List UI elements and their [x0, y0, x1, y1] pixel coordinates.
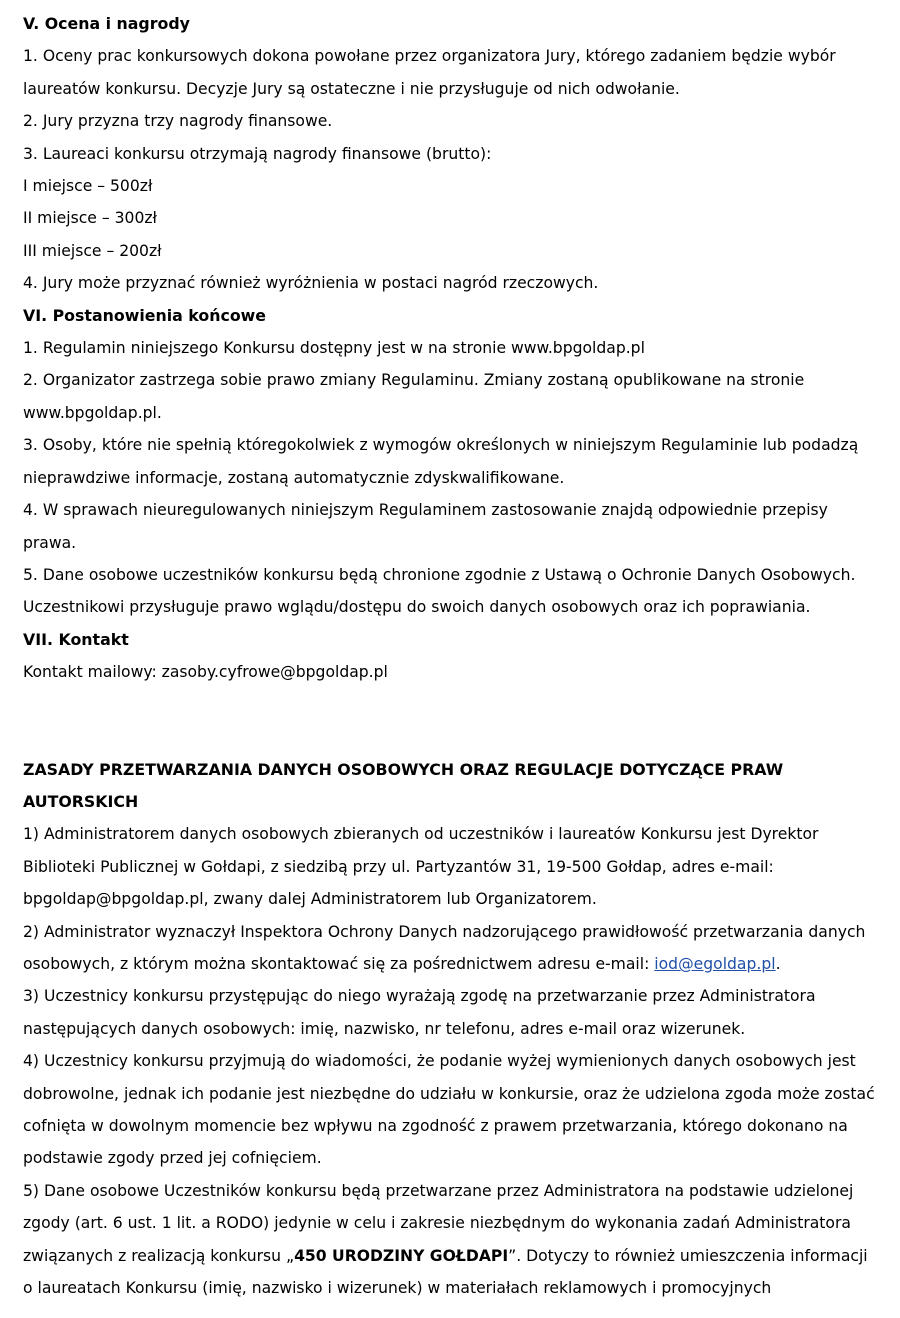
- paragraph: www.bpgoldap.pl.: [23, 403, 162, 422]
- paragraph: następujących danych osobowych: imię, nazwisko, nr telefonu, adres e-mail oraz wizerunek.: [23, 1019, 746, 1038]
- paragraph: cofnięta w dowolnym momencie bez wpływu na zgodność z prawem przetwarzania, którego dokonano na: [23, 1117, 848, 1135]
- rodo-heading-cont: AUTORSKICH: [23, 791, 139, 811]
- text: ”. Dotyczy to również umieszczenia informacji: [508, 1246, 868, 1265]
- iod-email-link[interactable]: iod@egoldap.pl: [654, 954, 776, 973]
- paragraph: 1. Oceny prac konkursowych dokona powołane przez organizatora Jury, którego zadaniem będzie wybór: [23, 47, 836, 66]
- paragraph: 5) Dane osobowe Uczestników konkursu będą przetwarzane przez Administratora na podstawie udzielonej: [23, 1181, 854, 1200]
- paragraph: o laureatach Konkursu (imię, nazwisko i wizerunek) w materiałach reklamowych i promocyjnych: [23, 1279, 772, 1298]
- paragraph: nieprawdziwe informacje, zostaną automatycznie zdyskwalifikowane.: [23, 468, 565, 487]
- paragraph: 4) Uczestnicy konkursu przyjmują do wiadomości, że podanie wyżej wymienionych danych osobowych jest: [23, 1052, 856, 1071]
- text: osobowych, z którym można skontaktować się za pośrednictwem adresu e-mail:: [23, 954, 655, 973]
- contact-line: Kontakt mailowy: zasoby.cyfrowe@bpgoldap.pl: [23, 663, 388, 682]
- paragraph: 2. Organizator zastrzega sobie prawo zmiany Regulaminu. Zmiany zostaną opublikowane na stronie: [23, 371, 805, 390]
- section-heading-postanowienia: VI. Postanowienia końcowe: [23, 305, 266, 325]
- section-heading-kontakt: VII. Kontakt: [23, 629, 129, 649]
- paragraph: 3. Osoby, które nie spełnią któregokolwiek z wymogów określonych w niniejszym Regulaminie lub podadzą: [23, 436, 859, 455]
- section-heading-ocena: V. Ocena i nagrody: [23, 14, 190, 33]
- paragraph: 4. W sprawach nieuregulowanych niniejszym Regulaminem zastosowanie znajdą odpowiednie przepisy: [23, 501, 828, 520]
- prize-line: II miejsce – 300zł: [23, 209, 157, 228]
- text: .: [775, 954, 781, 973]
- paragraph: 1. Regulamin niniejszego Konkursu dostępny jest w na stronie www.bpgoldap.pl: [23, 339, 645, 358]
- paragraph: Uczestnikowi przysługuje prawo wglądu/dostępu do swoich danych osobowych oraz ich poprawiania.: [23, 598, 811, 617]
- paragraph: 2) Administrator wyznaczył Inspektora Ochrony Danych nadzorującego prawidłowość przetwarzania danych: [23, 922, 866, 941]
- paragraph: prawa.: [23, 533, 77, 552]
- document-page: [23, 8, 885, 1304]
- paragraph: 3) Uczestnicy konkursu przystępując do niego wyrażają zgodę na przetwarzanie przez Administratora: [23, 987, 816, 1006]
- rodo-heading: ZASADY PRZETWARZANIA DANYCH OSOBOWYCH ORAZ REGULACJE DOTYCZĄCE PRAW: [23, 759, 784, 779]
- paragraph: dobrowolne, jednak ich podanie jest niezbędne do udziału w konkursie, oraz że udzielona zgoda może zostać: [23, 1084, 875, 1103]
- paragraph: zgody (art. 6 ust. 1 lit. a RODO) jedynie w celu i zakresie niezbędnym do wykonania zadań Administratora: [23, 1214, 851, 1233]
- paragraph: 2. Jury przyzna trzy nagrody finansowe.: [23, 112, 333, 131]
- prize-line: III miejsce – 200zł: [23, 241, 162, 260]
- contest-name: 450 URODZINY GOŁDAPI: [294, 1246, 509, 1265]
- paragraph: [23, 948, 885, 980]
- paragraph: 3. Laureaci konkursu otrzymają nagrody finansowe (brutto):: [23, 144, 492, 163]
- paragraph: Biblioteki Publicznej w Gołdapi, z siedzibą przy ul. Partyzantów 31, 19-500 Gołdap, adres e-mail:: [23, 857, 774, 876]
- paragraph: 4. Jury może przyznać również wyróżnienia w postaci nagród rzeczowych.: [23, 274, 599, 293]
- paragraph: podstawie zgody przed jej cofnięciem.: [23, 1149, 322, 1168]
- paragraph: 5. Dane osobowe uczestników konkursu będą chronione zgodnie z Ustawą o Ochronie Danych Osobowych.: [23, 565, 856, 584]
- paragraph: [23, 1240, 885, 1272]
- spacer: [23, 689, 885, 754]
- paragraph: bpgoldap@bpgoldap.pl, zwany dalej Administratorem lub Organizatorem.: [23, 890, 597, 909]
- paragraph: 1) Administratorem danych osobowych zbieranych od uczestników i laureatów Konkursu jest Dyrektor: [23, 825, 819, 844]
- paragraph: laureatów konkursu. Decyzje Jury są ostateczne i nie przysługuje od nich odwołanie.: [23, 79, 680, 98]
- prize-line: I miejsce – 500zł: [23, 177, 153, 196]
- text: związanych z realizacją konkursu „: [23, 1246, 295, 1265]
